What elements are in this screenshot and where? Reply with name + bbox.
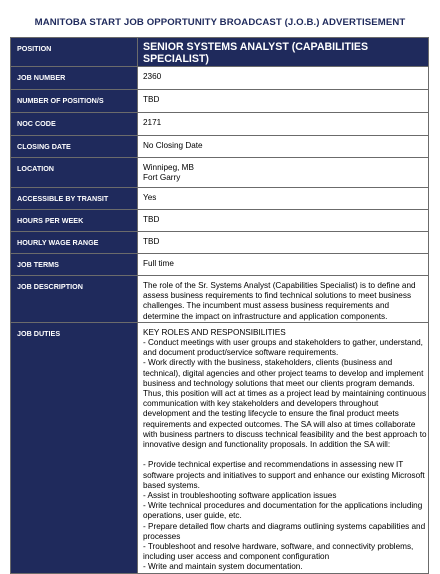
row-label: POSITION [11, 38, 138, 67]
job-rows [11, 67, 429, 574]
row-label: CLOSING DATE [11, 136, 138, 158]
value-line: The role of the Sr. Systems Analyst (Capabilities Specialist) is to define and [143, 281, 416, 290]
job-row [11, 158, 429, 188]
position-row [11, 38, 429, 67]
value-line: TBD [143, 215, 160, 224]
row-label: HOURLY WAGE RANGE [11, 232, 138, 254]
value-line: Thus, this position will act at times as a project lead by maintaining continuous [143, 389, 427, 399]
row-label: JOB DESCRIPTION [11, 276, 138, 323]
value-line: requirements and expected outcomes. The SA will also at times collaborate [143, 419, 416, 429]
value-line: - Conduct meetings with user groups and stakeholders to gather, understand, [143, 338, 423, 348]
value-line: KEY ROLES AND RESPONSIBILITIES [143, 327, 286, 337]
row-label: HOURS PER WEEK [11, 210, 138, 232]
row-value [138, 254, 429, 276]
row-value [138, 210, 429, 232]
job-row [11, 210, 429, 232]
row-value [138, 158, 429, 188]
value-line: Winnipeg, MB [143, 163, 194, 172]
job-row [11, 188, 429, 210]
value-line: Yes [143, 193, 157, 202]
job-row [11, 276, 429, 323]
value-line: TBD [143, 237, 160, 246]
row-label: JOB NUMBER [11, 67, 138, 90]
value-line: - Prepare detailed flow charts and diagrams outlining systems capabilities and [143, 521, 426, 531]
value-line: and document product/service software requirements. [143, 348, 339, 358]
value-line: software projects and initiatives to support and enhance our existing Microsoft [143, 470, 425, 480]
value-line: assess business requirements to find technical solutions to meet business [143, 291, 412, 301]
job-row [11, 232, 429, 254]
value-line: technical), digital agencies and other project teams to develop and implement [143, 368, 424, 378]
value-line: No Closing Date [143, 141, 203, 150]
document-title: MANITOBA START JOB OPPORTUNITY BROADCAST (J.O.B.) ADVERTISEMENT [34, 17, 406, 28]
value-line: operations, user guide, etc. [143, 511, 242, 521]
value-line: Full time [143, 259, 174, 268]
row-value [138, 90, 429, 113]
value-line: - Provide technical expertise and recommendations in assessing new IT [143, 460, 404, 470]
row-value [138, 322, 429, 573]
value-line: processes [143, 531, 181, 541]
value-line: based systems. [143, 480, 200, 490]
row-value [138, 136, 429, 158]
row-value [138, 113, 429, 136]
value-line: Fort Garry [143, 173, 181, 183]
row-label: JOB TERMS [11, 254, 138, 276]
value-line: 2171 [143, 118, 162, 127]
position-title-line: SPECIALIST) [143, 53, 209, 66]
value-line: TBD [143, 95, 160, 104]
row-label: JOB DUTIES [11, 322, 138, 573]
value-line: innovative design and functionality proposals. In addition the SA will: [143, 440, 391, 450]
row-value [138, 188, 429, 210]
value-line: development and the testing lifecycle to ensure the final product meets [143, 409, 399, 419]
value-line: - Write and maintain system documentation. [143, 562, 303, 572]
value-line: challenges. The incumbent must assess business requirements and [143, 301, 390, 311]
value-line: - Assist in troubleshooting software application issues [143, 491, 337, 501]
job-row [11, 90, 429, 113]
value-line: - Troubleshoot and resolve hardware, software, and connectivity problems, [143, 542, 414, 552]
value-line: communication with key stakeholders and developers throughout [143, 399, 379, 409]
job-row [11, 254, 429, 276]
job-row [11, 136, 429, 158]
position-title [138, 38, 429, 67]
row-label: NUMBER OF POSITION/S [11, 90, 138, 113]
job-row [11, 322, 429, 573]
row-label: NOC CODE [11, 113, 138, 136]
value-line [143, 450, 423, 460]
job-details-table [10, 37, 429, 574]
value-line: business and technology solutions that meet our clients program demands. [143, 378, 415, 388]
position-title-line: SENIOR SYSTEMS ANALYST (CAPABILITIES [143, 41, 369, 53]
value-line: determine the impact on infrastructure and application components. [143, 311, 388, 321]
value-line: - Write technical procedures and documentation for the applications including [143, 501, 423, 511]
row-label: ACCESSIBLE BY TRANSIT [11, 188, 138, 210]
row-value [138, 232, 429, 254]
job-row [11, 67, 429, 90]
row-value [138, 276, 429, 323]
value-line: with business partners to discuss technical feasibility and the best approach to [143, 429, 427, 439]
value-line: 2360 [143, 72, 162, 81]
job-row [11, 113, 429, 136]
value-line: - Work directly with the business, stakeholders, clients (business and [143, 358, 393, 368]
row-value [138, 67, 429, 90]
value-line: including user access and component configuration [143, 552, 330, 562]
row-label: LOCATION [11, 158, 138, 188]
